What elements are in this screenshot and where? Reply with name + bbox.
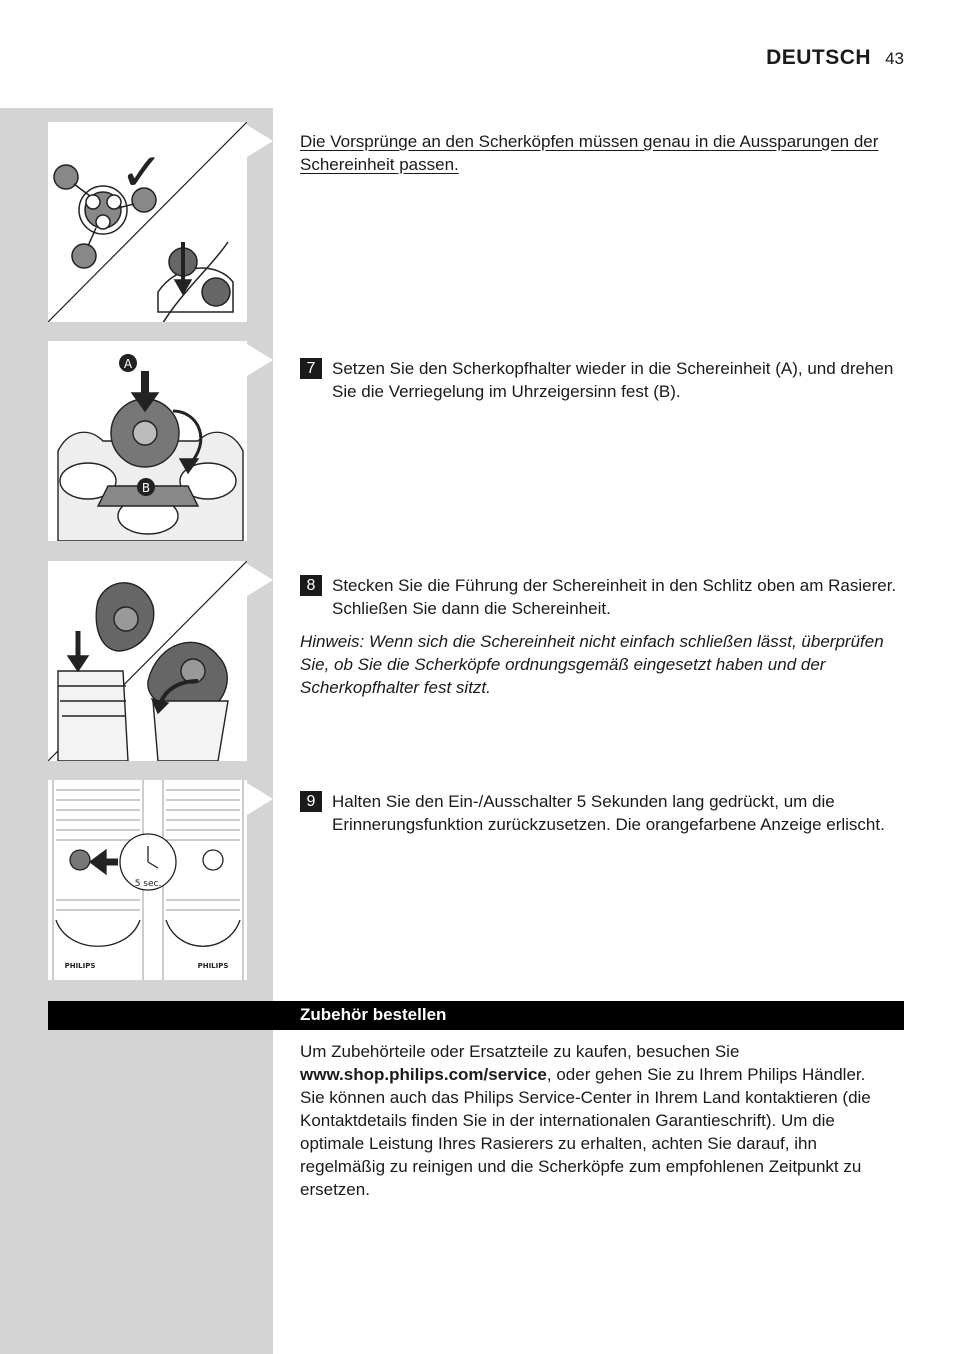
step-number: 7	[300, 358, 322, 379]
para-after: , oder gehen Sie zu Ihrem Philips Händler. Sie können auch das Philips Service-Center in Ihrem Land kontaktieren (die Kontaktdetails finden Sie in der internationalen Garantieschrift). Um die optimale Leistung Ihres Rasierers zu erhalten, achten Sie darauf, ihn regelmäßig zu reinigen und die Scherköpfe zum empfohlenen Zeitpunkt zu ersetzen.	[300, 1065, 871, 1199]
figure-insert-holder	[48, 341, 247, 541]
figure-pointer-1	[247, 125, 273, 157]
step-text: Halten Sie den Ein-/Ausschalter 5 Sekunden lang gedrückt, um die Erinnerungsfunktion zurückzusetzen. Die orangefarbene Anzeige erlischt.	[332, 792, 885, 834]
figure-close-unit	[48, 561, 247, 761]
brand-left: PHILIPS	[64, 962, 96, 970]
note-text: Hinweis: Wenn sich die Schereinheit nicht einfach schließen lässt, überprüfen Sie, ob Sie die Scherköpfe ordnungsgemäß eingesetzt haben und der Scherkopfhalter fest sitzt.	[300, 632, 884, 697]
step-text: Setzen Sie den Scherkopfhalter wieder in die Schereinheit (A), und drehen Sie die Verriegelung im Uhrzeigersinn fest (B).	[332, 359, 894, 401]
step-8	[300, 574, 906, 620]
page-number: 43	[885, 49, 904, 68]
figure-pointer-3	[247, 564, 273, 596]
step-text: Stecken Sie die Führung der Schereinheit in den Schlitz oben am Rasierer. Schließen Sie dann die Schereinheit.	[332, 576, 897, 618]
brand-right: PHILIPS	[197, 962, 229, 970]
figure-pointer-2	[247, 344, 273, 376]
step-number: 9	[300, 791, 322, 812]
section-header-bar	[48, 1001, 904, 1030]
step-9	[300, 790, 906, 836]
figure-reset-reminder	[48, 780, 247, 980]
label-a: A	[123, 357, 133, 371]
figure-pointer-4	[247, 783, 273, 815]
figure-shaving-heads-fit	[48, 122, 247, 322]
timer-label: 5 sec.	[134, 879, 162, 889]
para-before: Um Zubehörteile oder Ersatzteile zu kaufen, besuchen Sie	[300, 1042, 740, 1061]
section-title: Zubehör bestellen	[300, 1005, 447, 1024]
check-mark-icon: ✓	[120, 143, 164, 203]
label-b: B	[141, 481, 151, 495]
shop-link[interactable]: www.shop.philips.com/service	[300, 1065, 547, 1084]
language-label: DEUTSCH	[766, 46, 872, 69]
page-header	[766, 46, 904, 70]
step-number: 8	[300, 575, 322, 596]
section-paragraph	[300, 1040, 890, 1201]
step-7	[300, 357, 906, 403]
intro-text: Die Vorsprünge an den Scherköpfen müssen genau in die Aussparungen der Schereinheit passen.	[300, 132, 879, 174]
